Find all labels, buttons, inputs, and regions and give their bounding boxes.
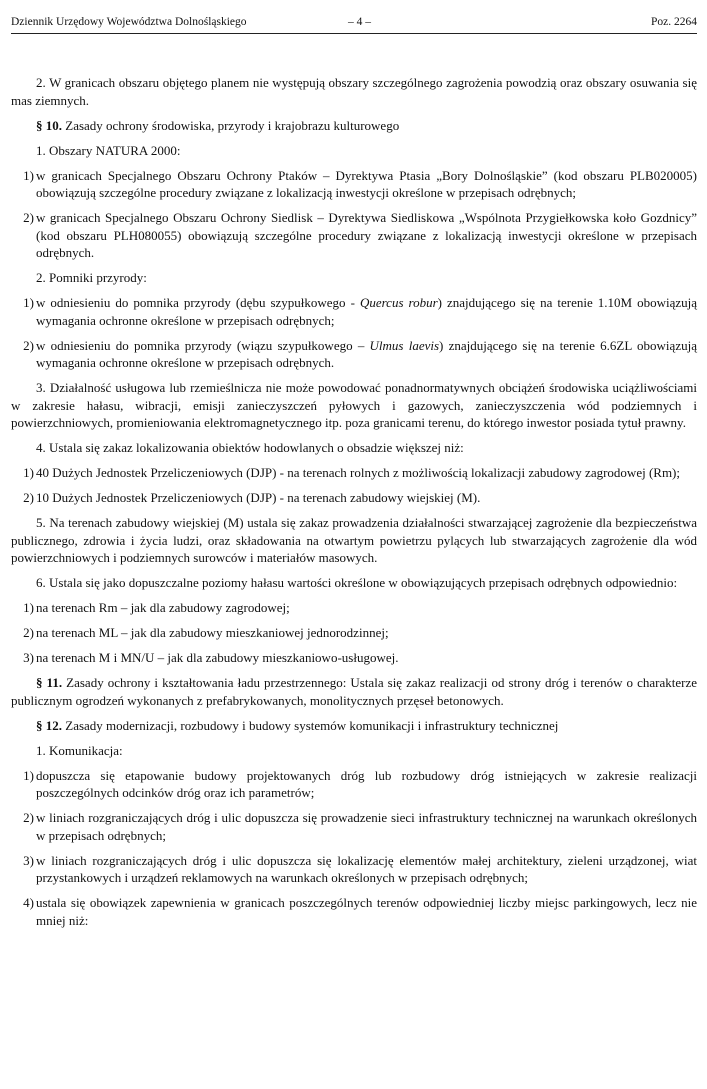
list-item-number: 3): [23, 852, 34, 868]
list-item: [11, 624, 697, 642]
section-11-text: Zasady ochrony i kształtowania ładu przestrzennego: Ustala się zakaz realizacji od strony dróg i terenów o charakterze publicznym ogrodzeń wykonanych z prefabrykowanych, monolitycznych przęseł betonowych.: [11, 675, 697, 708]
paragraph-6-heading: 6. Ustala się jako dopuszczalne poziomy hałasu wartości określone w obowiązujących przepisach odrębnych odpowiednio:: [36, 575, 678, 590]
list-item: [11, 294, 697, 329]
list-item-text: 40 Dużych Jednostek Przeliczeniowych (DJP) - na terenach rolnych z możliwością lokalizacji zabudowy zagrodowej (Rm);: [36, 465, 681, 480]
list-item: [11, 464, 697, 482]
list-item: [11, 209, 697, 262]
document-body: [11, 74, 697, 937]
list-item-text: w liniach rozgraniczających dróg i ulic dopuszcza się prowadzenie sieci infrastruktury technicznej na warunkach określonych w przepisach odrębnych;: [36, 810, 697, 843]
list-item-text: w liniach rozgraniczających dróg i ulic dopuszcza się lokalizację elementów małej architektury, zieleni urządzonej, wiat przystankowych i urządzeń reklamowych na warunkach określonych w przepisach odrębnych;: [36, 852, 697, 885]
list-item-number: 2): [23, 210, 34, 225]
paragraph-3: 3. Działalność usługowa lub rzemieślnicza nie może powodować ponadnormatywnych obciążeń środowiska uciążliwościami w zakresie hałasu, wibracji, emisji zanieczyszczeń pyłowych i gazowych, zanieczyszczenia wód podziemnych i powierzchniowych, promieniowania elektromagnetycznego itp. poza granicami terenu, do którego inwestor posiada tytuł prawny.: [11, 380, 697, 430]
list-item-number: 2): [23, 337, 34, 353]
list-item: [11, 809, 697, 844]
list-item: [11, 649, 697, 667]
list-item: [11, 599, 697, 617]
list-item-number: 1): [23, 465, 34, 480]
list-item: [11, 852, 697, 887]
natura-heading: 1. Obszary NATURA 2000:: [36, 142, 181, 158]
list-item-text: w granicach Specjalnego Obszaru Ochrony Ptaków – Dyrektywa Ptasia „Bory Dolnośląskie” (kod obszaru PLB020005) obowiązują szczególne procedury związane z lokalizacją inwestycji określone w przepisach odrębnych;: [36, 167, 697, 200]
list-item-number: 4): [23, 895, 34, 910]
paragraph-4-heading: 4. Ustala się zakaz lokalizowania obiektów hodowlanych o obsadzie większej niż:: [36, 440, 464, 455]
list-item-text: w granicach Specjalnego Obszaru Ochrony Siedlisk – Dyrektywa Siedliskowa „Wspólnota Przygiełkowska koło Gozdnicy” (kod obszaru PLH080055) obowiązują szczególne procedury związane z lokalizacją inwestycji określone w przepisach odrębnych.: [36, 210, 697, 260]
section-12-title: Zasady modernizacji, rozbudowy i budowy systemów komunikacji i infrastruktury technicznej: [62, 717, 559, 733]
list-item-text: [34, 337, 697, 372]
section-11-label: § 11.: [36, 675, 63, 690]
paragraph-5: 5. Na terenach zabudowy wiejskiej (M) ustala się zakaz prowadzenia działalności stwarzającej zagrożenie dla bezpieczeństwa publicznego, zdrowia i życia ludzi, oraz składowania na otwartym powietrzu pylących lub stwarzających zagrożenie dla wód powierzchniowych i podziemnych surowców i materiałów masowych.: [11, 515, 697, 565]
section-12-label: § 12.: [36, 717, 62, 733]
text-part: w odniesieniu do pomnika przyrody (dębu szypułkowego -: [36, 295, 360, 310]
list-item: [11, 489, 697, 507]
list-item: [11, 167, 697, 202]
list-item-text: na terenach M i MN/U – jak dla zabudowy mieszkaniowo-usługowej.: [36, 650, 399, 665]
list-item-number: 2): [23, 490, 34, 505]
list-item-number: 1): [23, 600, 34, 615]
list-item-number: 3): [23, 650, 34, 665]
list-item-number: 1): [23, 295, 34, 310]
section-10-heading: [11, 117, 697, 135]
list-item-number: 2): [23, 810, 34, 825]
list-item-text: [34, 294, 697, 329]
pomniki-heading: 2. Pomniki przyrody:: [36, 270, 147, 285]
list-item: [11, 337, 697, 372]
komunikacja-heading: 1. Komunikacja:: [36, 742, 123, 758]
journal-title: Dziennik Urzędowy Województwa Dolnośląskiego: [11, 16, 247, 28]
list-item: [11, 894, 697, 929]
section-12-heading: [11, 717, 697, 735]
list-item-number: 1): [23, 167, 34, 183]
paragraph-flood: 2. W granicach obszaru objętego planem nie występują obszary szczególnego zagrożenia powodzią oraz obszary osuwania się mas ziemnych.: [11, 75, 697, 108]
list-item-text: ustala się obowiązek zapewnienia w granicach poszczególnych terenów odpowiedniej liczby miejsc parkingowych, lecz nie mniej niż:: [36, 895, 697, 928]
page-number: – 4 –: [348, 16, 371, 28]
section-11: [11, 674, 697, 709]
species-name: Ulmus laevis: [369, 337, 440, 353]
list-item-text: 10 Dużych Jednostek Przeliczeniowych (DJP) - na terenach zabudowy wiejskiej (M).: [36, 490, 481, 505]
position-number: Poz. 2264: [651, 16, 697, 28]
page-header: [11, 15, 697, 34]
section-10-label: § 10.: [36, 117, 62, 133]
list-item-text: dopuszcza się etapowanie budowy projektowanych dróg lub rozbudowy dróg istniejących w zakresie realizacji poszczególnych odcinków dróg oraz ich parametrów;: [36, 767, 697, 800]
text-part: ) znajdującego się na terenie 6.6ZL obowiązują wymagania ochronne określone w przepisach odrębnych.: [36, 337, 697, 370]
text-part: w odniesieniu do pomnika przyrody (wiązu szypułkowego –: [36, 337, 370, 353]
text-part: ) znajdującego się na terenie 1.10M obowiązują wymagania ochronne określone w przepisach odrębnych;: [36, 295, 697, 328]
list-item-text: na terenach Rm – jak dla zabudowy zagrodowej;: [36, 600, 290, 615]
list-item: [11, 767, 697, 802]
section-10-title: Zasady ochrony środowiska, przyrody i krajobrazu kulturowego: [62, 117, 400, 133]
list-item-text: na terenach ML – jak dla zabudowy mieszkaniowej jednorodzinnej;: [36, 625, 389, 640]
species-name: Quercus robur: [359, 295, 438, 310]
list-item-number: 1): [23, 767, 34, 783]
list-item-number: 2): [23, 625, 34, 640]
